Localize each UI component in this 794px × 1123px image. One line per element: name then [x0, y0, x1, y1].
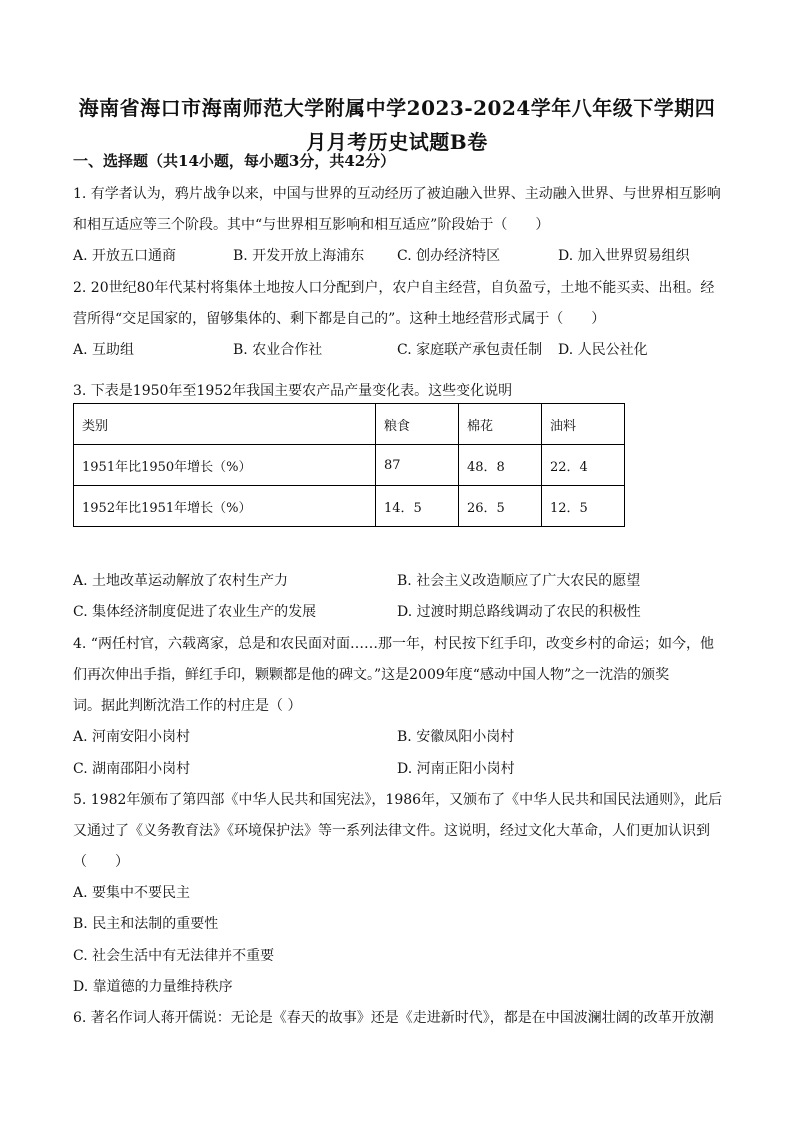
table-header-cell: 油料	[542, 404, 625, 445]
table-row	[74, 445, 625, 486]
q3-stem-line1: 3. 下表是1950年至1952年我国主要农产品产量变化表。这些变化说明	[73, 383, 513, 399]
q1-option-b: B. 开发开放上海浦东	[233, 248, 365, 264]
table-cell: 22．4	[542, 445, 625, 486]
q2-option-d: D. 人民公社化	[558, 342, 648, 358]
q3-option-d: D. 过渡时期总路线调动了农民的积极性	[397, 604, 641, 620]
q5-option-a: A. 要集中不要民主	[73, 885, 191, 901]
q4-option-a: A. 河南安阳小岗村	[73, 729, 191, 745]
q2-stem-line2: 营所得“交足国家的，留够集体的、剩下都是自己的”。这种土地经营形式属于（ ）	[73, 311, 606, 327]
table-cell: 14．5	[376, 486, 459, 527]
q3-option-c: C. 集体经济制度促进了农业生产的发展	[73, 604, 317, 620]
q2-stem-line1: 2. 20世纪80年代某村将集体土地按人口分配到户，农户自主经营，自负盈亏，土地不能买卖、出租。经	[73, 280, 715, 296]
table-cell: 1951年比1950年增长（%）	[74, 445, 376, 486]
section-heading: 一、选择题（共14小题，每小题3分，共42分）	[73, 152, 396, 170]
q2-option-b: B. 农业合作社	[233, 342, 323, 358]
table-cell: 87	[376, 445, 459, 486]
q2-option-a: A. 互助组	[73, 342, 135, 358]
exam-title-line2: 月月考历史试题B卷	[306, 130, 488, 154]
q1-option-a: A. 开放五口通商	[73, 248, 177, 264]
table-header-cell: 类别	[74, 404, 376, 445]
q5-option-c: C. 社会生活中有无法律并不重要	[73, 948, 275, 964]
table-cell: 48．8	[459, 445, 542, 486]
q4-option-c: C. 湖南邵阳小岗村	[73, 761, 191, 777]
q5-stem-line3: （ ）	[73, 854, 129, 870]
q6-stem-line1: 6. 著名作词人蒋开儒说：无论是《春天的故事》还是《走进新时代》，都是在中国波澜壮阔的改革开放潮	[73, 1010, 714, 1026]
table-row	[74, 486, 625, 527]
q1-stem-line2: 和相互适应等三个阶段。其中“与世界相互影响和相互适应”阶段始于（ ）	[73, 217, 550, 233]
table-cell: 12．5	[542, 486, 625, 527]
q3-option-b: B. 社会主义改造顺应了广大农民的愿望	[397, 573, 641, 589]
q4-stem-line2: 们再次伸出手指，鲜红手印，颗颗都是他的碑文。”这是2009年度“感动中国人物”之一沈浩的颁奖	[73, 667, 670, 683]
q1-option-d: D. 加入世界贸易组织	[558, 248, 690, 264]
q5-stem-line1: 5. 1982年颁布了第四部《中华人民共和国宪法》，1986年，又颁布了《中华人民共和国民法通则》，此后	[73, 792, 723, 808]
production-table	[73, 403, 625, 527]
q2-option-c: C. 家庭联产承包责任制	[397, 342, 543, 358]
q5-option-d: D. 靠道德的力量维持秩序	[73, 979, 233, 995]
table-cell: 1952年比1951年增长（%）	[74, 486, 376, 527]
q4-option-b: B. 安徽凤阳小岗村	[397, 729, 515, 745]
exam-title-line1: 海南省海口市海南师范大学附属中学2023-2024学年八年级下学期四	[78, 96, 716, 120]
q4-stem-line3: 词。据此判断沈浩工作的村庄是（ ）	[73, 698, 302, 714]
q4-option-d: D. 河南正阳小岗村	[397, 761, 515, 777]
table-header-row	[74, 404, 625, 445]
q5-option-b: B. 民主和法制的重要性	[73, 916, 219, 932]
q5-stem-line2: 又通过了《义务教育法》《环境保护法》等一系列法律文件。这说明，经过文化大革命，人们更加认识到	[73, 823, 710, 839]
q4-stem-line1: 4. “两任村官，六载离家，总是和农民面对面……那一年，村民按下红手印，改变乡村的命运；如今，他	[73, 636, 714, 652]
q1-option-c: C. 创办经济特区	[397, 248, 501, 264]
q1-stem-line1: 1. 有学者认为，鸦片战争以来，中国与世界的互动经历了被迫融入世界、主动融入世界、与世界相互影响	[73, 186, 721, 202]
table-cell: 26．5	[459, 486, 542, 527]
table-header-cell: 粮食	[376, 404, 459, 445]
table-header-cell: 棉花	[459, 404, 542, 445]
q3-option-a: A. 土地改革运动解放了农村生产力	[73, 573, 289, 589]
